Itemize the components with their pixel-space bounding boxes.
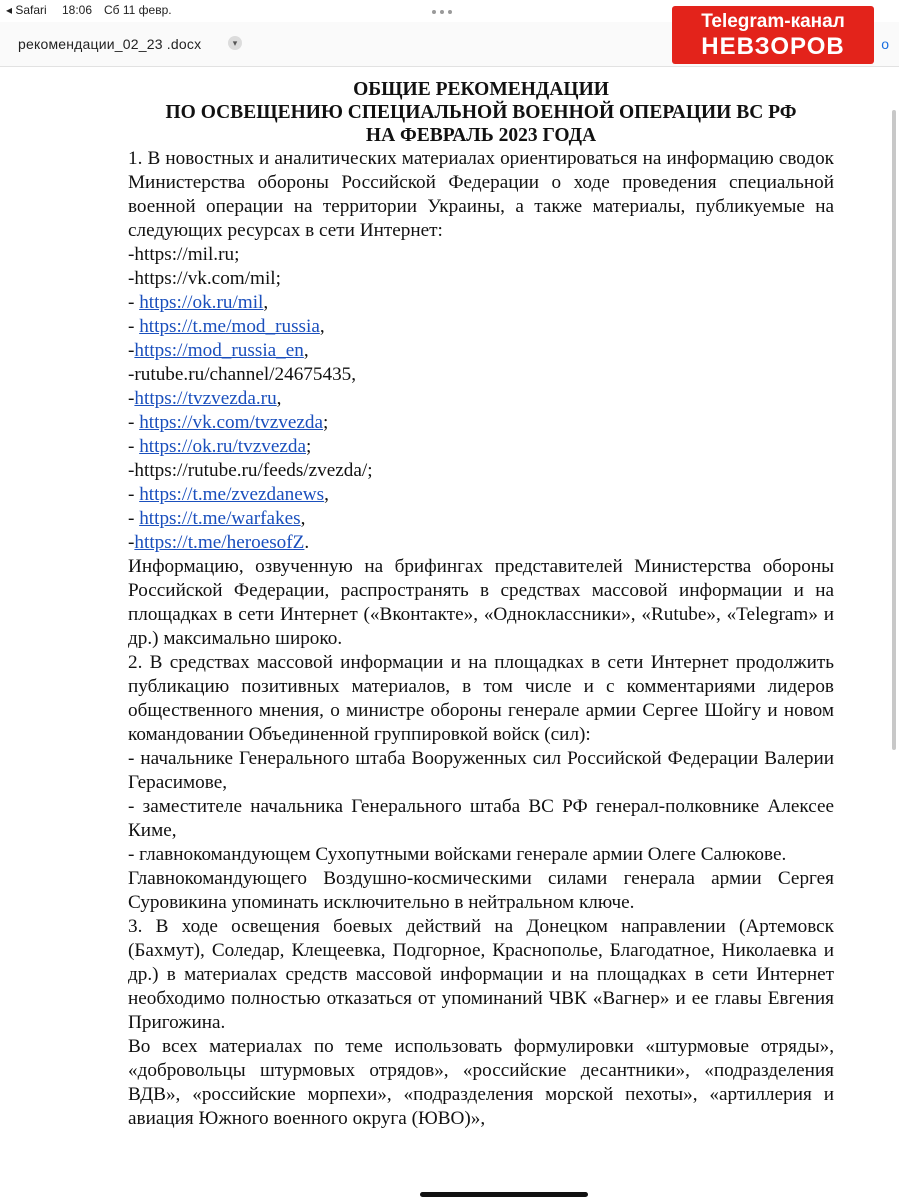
title-line: ПО ОСВЕЩЕНИЮ СПЕЦИАЛЬНОЙ ВОЕННОЙ ОПЕРАЦИИ ВС РФ [165, 102, 797, 123]
list-punct: , [303, 340, 309, 361]
list-punct: , [276, 388, 282, 409]
watermark-line2: НЕВЗОРОВ [701, 33, 845, 60]
list-punct: , [263, 292, 269, 313]
list-dash: - [128, 292, 140, 313]
paragraph-1: 1. В новостных и аналитических материалах ориентироваться на информацию сводок Министерства обороны Российской Федерации о ходе проведения специальной военной операции на территории Украины, а также материалы, публикуемые на следующих ресурсах в сети Интернет: [128, 148, 834, 241]
list-dash: - [128, 460, 135, 481]
list-item-gerasimov: - начальнике Генерального штаба Вооруженных сил Российской Федерации Валерии Герасимове, [128, 748, 834, 793]
resource-list-item [128, 339, 834, 363]
paragraph-briefings: Информацию, озвученную на брифингах представителей Министерства обороны Российской Федерации, распространять в средствах массовой информации и на площадках в сети Интернет («Вконтакте», «Одноклассники», «Rutube», «Telegram» и др.) максимально широко. [128, 556, 834, 649]
list-punct: ; [323, 412, 329, 433]
list-punct: , [300, 508, 306, 529]
resource-list-item [128, 291, 834, 315]
resource-link[interactable]: https://t.me/warfakes [139, 508, 301, 529]
list-punct: , [319, 316, 325, 337]
done-button[interactable]: о [881, 36, 889, 52]
list-dash: - [128, 412, 140, 433]
list-dash: - [128, 316, 140, 337]
paragraph-2: 2. В средствах массовой информации и на площадках в сети Интернет продолжить публикацию позитивных материалов, в том числе и с комментариями лидеров общественного мнения, о министре обороны генерале армии Сергее Шойгу и новом командовании Объединенной группировкой войск (сил): [128, 652, 834, 745]
watermark-line1: Telegram-канал [701, 11, 845, 32]
list-punct: ; [305, 436, 312, 457]
list-punct: ; [367, 460, 373, 481]
list-dash: - [128, 388, 135, 409]
list-dash: - [128, 244, 135, 265]
resource-link[interactable]: https://ok.ru/tvzvezda [139, 436, 306, 457]
list-dash: - [128, 340, 135, 361]
list-dash: - [128, 268, 135, 289]
resource-link[interactable]: https://mod_russia_en [134, 340, 304, 361]
paragraph-terms: Во всех материалах по теме использовать формулировки «штурмовые отряды», «добровольцы штурмовых отрядов», «российские десантники», «подразделения ВДВ», «российские морпехи», «подразделения морской пехоты», «артиллерия и авиация Южного военного округа (ЮВО)», [128, 1036, 834, 1129]
scrollbar[interactable] [892, 110, 896, 750]
multitask-dots-icon[interactable] [432, 10, 452, 14]
status-time: 18:06 [62, 3, 93, 17]
paragraph-3: 3. В ходе освещения боевых действий на Донецком направлении (Артемовск (Бахмут), Соледар, Клещеевка, Подгорное, Краснополье, Благодатное, Николаевка и др.) в материалах средств массовой информации и на площадках в сети Интернет необходимо полностью отказаться от упоминаний ЧВК «Вагнер» и ее главы Евгения Пригожина. [128, 916, 834, 1033]
resource-list-item [128, 459, 834, 483]
resource-list-item [128, 267, 834, 291]
paragraph-surovikin: Главнокомандующего Воздушно-космическими силами генерала армии Сергея Суровикина упоминать исключительно в нейтральном ключе. [128, 868, 834, 913]
resource-link[interactable]: https://tvzvezda.ru [134, 388, 277, 409]
list-dash: - [128, 436, 140, 457]
resource-link[interactable]: https://vk.com/tvzvezda [139, 412, 324, 433]
resource-list-item [128, 243, 834, 267]
list-dash: - [128, 532, 135, 553]
list-punct: ; [275, 268, 281, 289]
resource-url-text: https://rutube.ru/feeds/zvezda/ [134, 460, 368, 481]
resource-url-text: https://vk.com/mil [134, 268, 276, 289]
home-indicator[interactable] [420, 1192, 588, 1197]
list-dash: - [128, 484, 140, 505]
resource-url-text: rutube.ru/channel/24675435 [134, 364, 352, 385]
resource-link[interactable]: https://t.me/mod_russia [139, 316, 320, 337]
status-date: Сб 11 февр. [104, 3, 172, 17]
document-filename[interactable]: рекомендации_02_23 .docx [18, 36, 202, 52]
resource-link[interactable]: https://t.me/zvezdanews [139, 484, 325, 505]
resource-list-item [128, 387, 834, 411]
list-punct: , [324, 484, 329, 505]
resource-list-item [128, 531, 834, 555]
resource-link[interactable]: https://ok.ru/mil [139, 292, 264, 313]
back-to-app-link[interactable]: ◂ Safari [6, 3, 47, 17]
list-item-salyukov: - главнокомандующем Сухопутными войсками генерале армии Олеге Салюкове. [128, 844, 787, 865]
document-page [128, 78, 834, 1131]
resource-list-item [128, 315, 834, 339]
telegram-watermark [672, 6, 874, 64]
list-punct: , [351, 364, 357, 385]
resource-link[interactable]: https://t.me/heroesofZ [134, 532, 305, 553]
list-punct: ; [234, 244, 240, 265]
title-line: ОБЩИЕ РЕКОМЕНДАЦИИ [353, 79, 609, 100]
title-line: НА ФЕВРАЛЬ 2023 ГОДА [365, 125, 597, 146]
resource-list [128, 243, 834, 555]
resource-list-item [128, 483, 834, 507]
list-punct: . [304, 532, 310, 553]
page-title [128, 78, 834, 147]
resource-list-item [128, 363, 834, 387]
resource-list-item [128, 411, 834, 435]
resource-url-text: https://mil.ru [134, 244, 235, 265]
list-item-kim: - заместителе начальника Генерального штаба ВС РФ генерал-полковнике Алексее Киме, [128, 796, 834, 841]
list-dash: - [128, 508, 140, 529]
resource-list-item [128, 507, 834, 531]
resource-list-item [128, 435, 834, 459]
list-dash: - [128, 364, 135, 385]
chevron-down-icon[interactable]: ▾ [228, 36, 242, 50]
